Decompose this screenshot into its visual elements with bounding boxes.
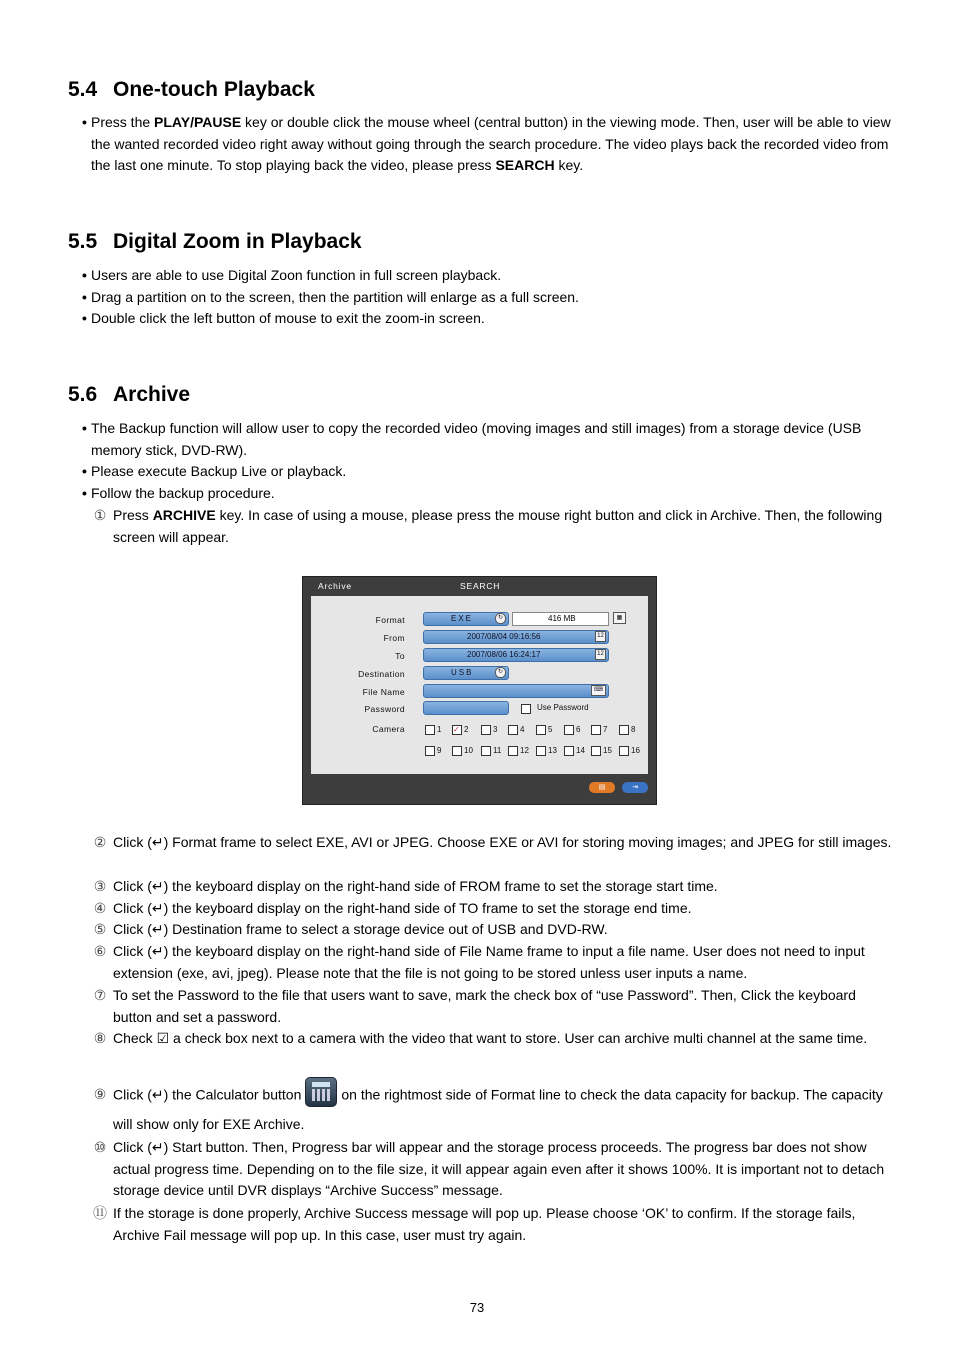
camera-label: 16 — [631, 746, 640, 755]
page-number: 73 — [469, 1300, 485, 1315]
keyboard-icon: ⌨ — [591, 685, 606, 696]
keyboard-icon: 12 — [595, 631, 606, 642]
camera-label: 13 — [548, 746, 557, 755]
label-password: Password — [364, 704, 405, 714]
step-item: ③ Click (↵) the keyboard display on the right-hand side of FROM frame to set the storage start time. — [93, 878, 718, 894]
camera-checkbox[interactable] — [591, 746, 601, 756]
bullet-item: • Follow the backup procedure. — [82, 485, 275, 501]
use-password-label: Use Password — [537, 703, 589, 712]
calculator-button-icon — [305, 1077, 337, 1107]
camera-label: 7 — [603, 725, 608, 734]
refresh-icon: ↻ — [495, 667, 506, 678]
step-item: ⑩ Click (↵) Start button. Then, Progress bar will appear and the storage process proceeds. The progress bar does not show actual progress time. Depending on to the file size, it will appear again even after it shows 100%. It is important not to detach storage device until DVR displays “Archive Success” message. — [93, 1139, 885, 1198]
step-item: ⑨ Click (↵) the Calculator button on the rightmost side of Format line to check the data capacity for backup. The capacity will show only for EXE Archive. — [90, 1081, 892, 1137]
section-heading-5-6: 5.6 Archive — [68, 383, 191, 406]
camera-checkbox[interactable] — [619, 746, 629, 756]
step-item: ⑦ To set the Password to the file that users want to save, mark the check box of “use Password”. Then, Click the keyboard button and set a password. — [93, 987, 856, 1025]
section-heading-5-4: 5.4 One-touch Playback — [68, 78, 315, 101]
step-item: ④ Click (↵) the keyboard display on the right-hand side of TO frame to set the storage end time. — [93, 900, 692, 916]
use-password-checkbox[interactable] — [521, 704, 531, 714]
label-camera: Camera — [372, 724, 405, 734]
camera-checkbox[interactable] — [481, 746, 491, 756]
step-item: ⑧ Check ☑ a check box next to a camera with the video that want to store. User can archive multi channel at the same time. — [93, 1030, 868, 1046]
screen-title-search: SEARCH — [460, 581, 501, 591]
camera-checkbox[interactable] — [508, 725, 518, 735]
camera-label: 2 — [464, 725, 469, 734]
password-field[interactable] — [423, 701, 509, 715]
label-from: From — [383, 633, 405, 643]
bullet-item: • Double click the left button of mouse to exit the zoom-in screen. — [82, 310, 485, 326]
label-file-name: File Name — [362, 687, 405, 697]
label-destination: Destination — [358, 669, 405, 679]
step-item: ⑪ If the storage is done properly, Archive Success message will pop up. Please choose ‘OK’ to confirm. If the storage fails, Archive Fail message will pop up. In this case, user must try again. — [93, 1205, 856, 1243]
camera-checkbox[interactable] — [508, 746, 518, 756]
camera-label: 1 — [437, 725, 442, 734]
refresh-icon: ↻ — [495, 613, 506, 624]
camera-checkbox[interactable] — [425, 725, 435, 735]
camera-label: 8 — [631, 725, 636, 734]
size-display: 416 MB — [512, 612, 609, 626]
bullet-item: • Users are able to use Digital Zoon function in full screen playback. — [82, 267, 502, 283]
exit-button[interactable]: ⇥ — [622, 782, 648, 793]
camera-checkbox[interactable] — [619, 725, 629, 735]
camera-label: 11 — [493, 746, 502, 755]
bullet-item: • The Backup function will allow user to copy the recorded video (moving images and still images) from a storage device (USB memory stick, DVD-RW). — [82, 420, 862, 458]
from-field[interactable]: 2007/08/04 09:16:56 12 — [423, 630, 609, 644]
file-name-field[interactable] — [423, 684, 609, 698]
screen-title-bar — [303, 577, 656, 594]
bullet-item: • Please execute Backup Live or playback. — [82, 463, 347, 479]
to-field[interactable]: 2007/08/06 16:24:17 12 — [423, 648, 609, 662]
destination-field[interactable]: USB ↻ — [423, 666, 509, 680]
bullet-item: • Drag a partition on to the screen, then the partition will enlarge as a full screen. — [82, 289, 579, 305]
step-item: ⑤ Click (↵) Destination frame to select a storage device out of USB and DVD-RW. — [93, 921, 608, 937]
screen-title-archive: Archive — [318, 581, 352, 591]
label-format: Format — [375, 615, 405, 625]
camera-checkbox[interactable]: ✓ — [452, 725, 462, 735]
camera-label: 5 — [548, 725, 553, 734]
camera-checkbox[interactable] — [536, 746, 546, 756]
step-item: ② Click (↵) Format frame to select EXE, AVI or JPEG. Choose EXE or AVI for storing moving images; and JPEG for still images. — [93, 834, 892, 850]
camera-label: 9 — [437, 746, 442, 755]
camera-checkbox[interactable] — [425, 746, 435, 756]
camera-label: 14 — [576, 746, 585, 755]
format-field[interactable]: EXE ↻ — [423, 612, 509, 626]
camera-checkbox[interactable] — [536, 725, 546, 735]
step-item: ① Press ARCHIVE key. In case of using a mouse, please press the mouse right button and click in Archive. Then, the following screen will appear. — [93, 507, 883, 545]
calculator-icon[interactable]: ▦ — [613, 612, 626, 624]
start-button[interactable]: ▤ — [589, 782, 615, 793]
camera-checkbox[interactable] — [564, 746, 574, 756]
label-to: To — [395, 651, 405, 661]
camera-checkbox[interactable] — [591, 725, 601, 735]
bullet-item: • Press the PLAY/PAUSE key or double click the mouse wheel (central button) in the viewing mode. Then, user will be able to view the wanted recorded video right away without going through the search procedure. The video plays back the recorded video from the last one minute. To stop playing back the video, please press SEARCH key. — [82, 114, 891, 173]
camera-checkbox[interactable] — [481, 725, 491, 735]
camera-checkbox[interactable] — [564, 725, 574, 735]
camera-label: 15 — [603, 746, 612, 755]
camera-checkbox[interactable] — [452, 746, 462, 756]
archive-panel — [311, 596, 648, 791]
camera-label: 12 — [520, 746, 529, 755]
camera-label: 10 — [464, 746, 473, 755]
section-heading-5-5: 5.5 Digital Zoom in Playback — [68, 230, 362, 253]
step-item: ⑥ Click (↵) the keyboard display on the right-hand side of File Name frame to input a file name. User does not need to input extension (exe, avi, jpeg). Please note that the file is not going to be stored unless user inputs a name. — [93, 943, 865, 981]
camera-label: 6 — [576, 725, 581, 734]
camera-label: 3 — [493, 725, 498, 734]
archive-screen — [302, 576, 657, 805]
camera-label: 4 — [520, 725, 525, 734]
keyboard-icon: 12 — [595, 649, 606, 660]
